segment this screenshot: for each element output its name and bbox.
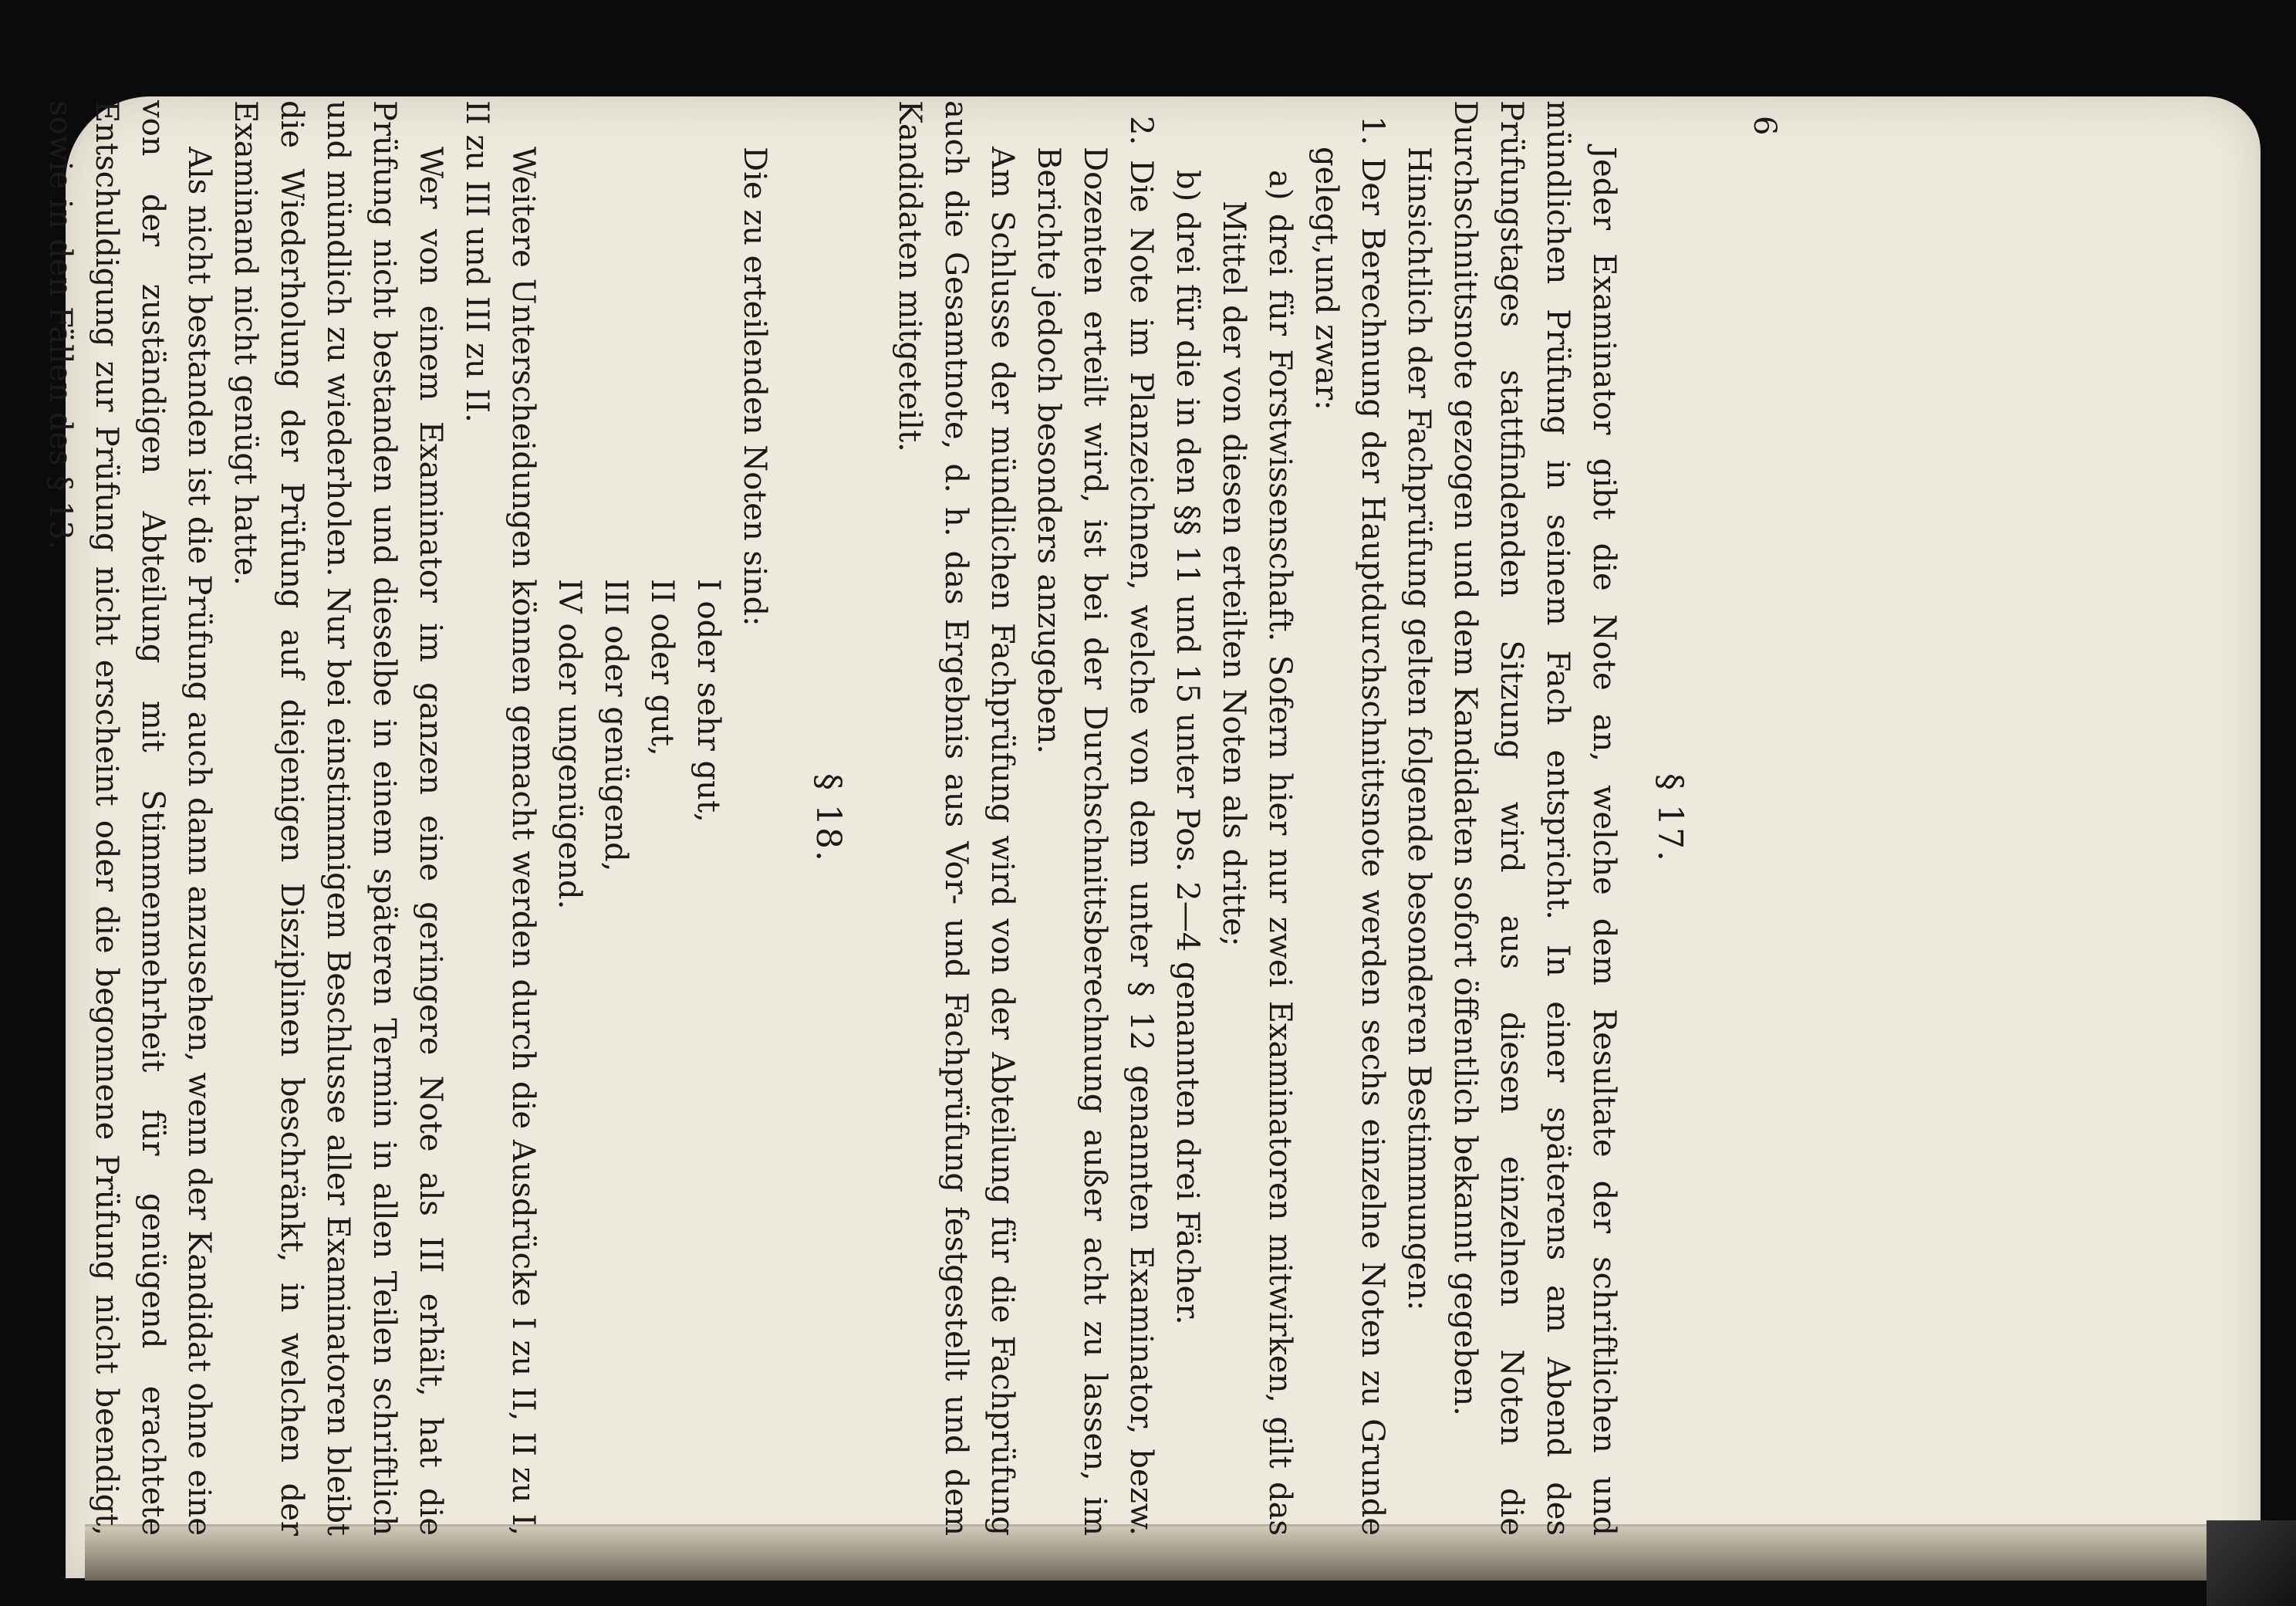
page-number: 6 <box>1747 116 1782 136</box>
grade-item: III oder genügend, <box>598 579 633 872</box>
section-18-paragraph-2: Wer von einem Examinator im ganzen eine geringere Note als III erhält, hat die Prüfung nicht bestanden und dieselbe in einem späteren Termin in allen Teilen schriftlich und mündlich zu wiederholen. Nur bei einstimmigem Beschlusse aller Examinatoren bleibt die Wiederholung der Prüfung auf diejenigen Disziplinen beschränkt, in welchen der Examinand nicht genügt hatte. <box>228 100 448 1536</box>
section-17-item-1a: a) drei für Forstwissenschaft. Sofern hier nur zwei Examinatoren mitwirken, gilt das Mittel der von diesen erteilten Noten als dritte; <box>1216 170 1298 1536</box>
grade-item: I oder sehr gut, <box>690 579 726 823</box>
section-17-heading: § 17. <box>1650 773 1690 863</box>
section-18-paragraph-1: Weitere Unterscheidungen können gemacht werden durch die Ausdrücke I zu II, II zu I, II zu III und III zu II. <box>459 100 541 1536</box>
grade-item: IV oder ungenügend. <box>552 579 587 910</box>
section-18-intro: Die zu erteilenden Noten sind: <box>737 147 772 627</box>
rotated-text-block <box>42 100 1782 1536</box>
section-17-item-2: 2. Die Note im Planzeichnen, welche von dem unter § 12 genannten Examinator, bezw. Dozenten erteilt wird, ist bei der Durchschnittsberechnung außer acht zu lassen, im Berichte jedoch besonders anzugeben. <box>1031 116 1159 1536</box>
section-17-paragraph-2: Hinsichtlich der Fachprüfung gelten folgende besonderen Bestimmungen: <box>1401 147 1437 1311</box>
section-18-paragraph-3: Als nicht bestanden ist die Prüfung auch dann anzusehen, wenn der Kandidat ohne eine von der zuständigen Abteilung mit Stimmenmehrheit für genügend erachtete Entschuldigung zur Prüfung nicht erscheint oder die begonnene Prüfung nicht beendigt, sowie in den Fällen des § 13. <box>42 100 217 1536</box>
section-18-heading: § 18. <box>809 773 848 863</box>
grade-item: II oder gut, <box>644 579 680 756</box>
grade-list <box>546 100 731 1536</box>
section-17-item-1b: b) drei für die in den §§ 11 und 15 unter Pos. 2—4 genannten drei Fächer. <box>1170 170 1205 1325</box>
section-17-item-1: 1. Der Berechnung der Hauptdurchschnittsnote werden sechs einzelne Noten zu Grunde gelegt,und zwar: <box>1308 116 1390 1536</box>
section-17-paragraph-1: Jeder Examinator gibt die Note an, welche dem Resultate der schriftlichen und mündlichen Prüfung in seinem Fach entspricht. In einer späterens am Abend des Prüfungstages stattfindenden Sitzung wird aus diesen einzelnen Noten die Durchschnittsnote gezogen und dem Kandidaten sofort öffentlich bekannt gegeben. <box>1447 100 1622 1536</box>
binding-corner <box>2207 1520 2296 1606</box>
section-17-paragraph-3: Am Schlusse der mündlichen Fachprüfung wird von der Abteilung für die Fachprüfung auch die Gesamtnote, d. h. das Ergebnis aus Vor- und Fachprüfung festgestellt und dem Kandidaten mitgeteilt. <box>892 100 1020 1536</box>
